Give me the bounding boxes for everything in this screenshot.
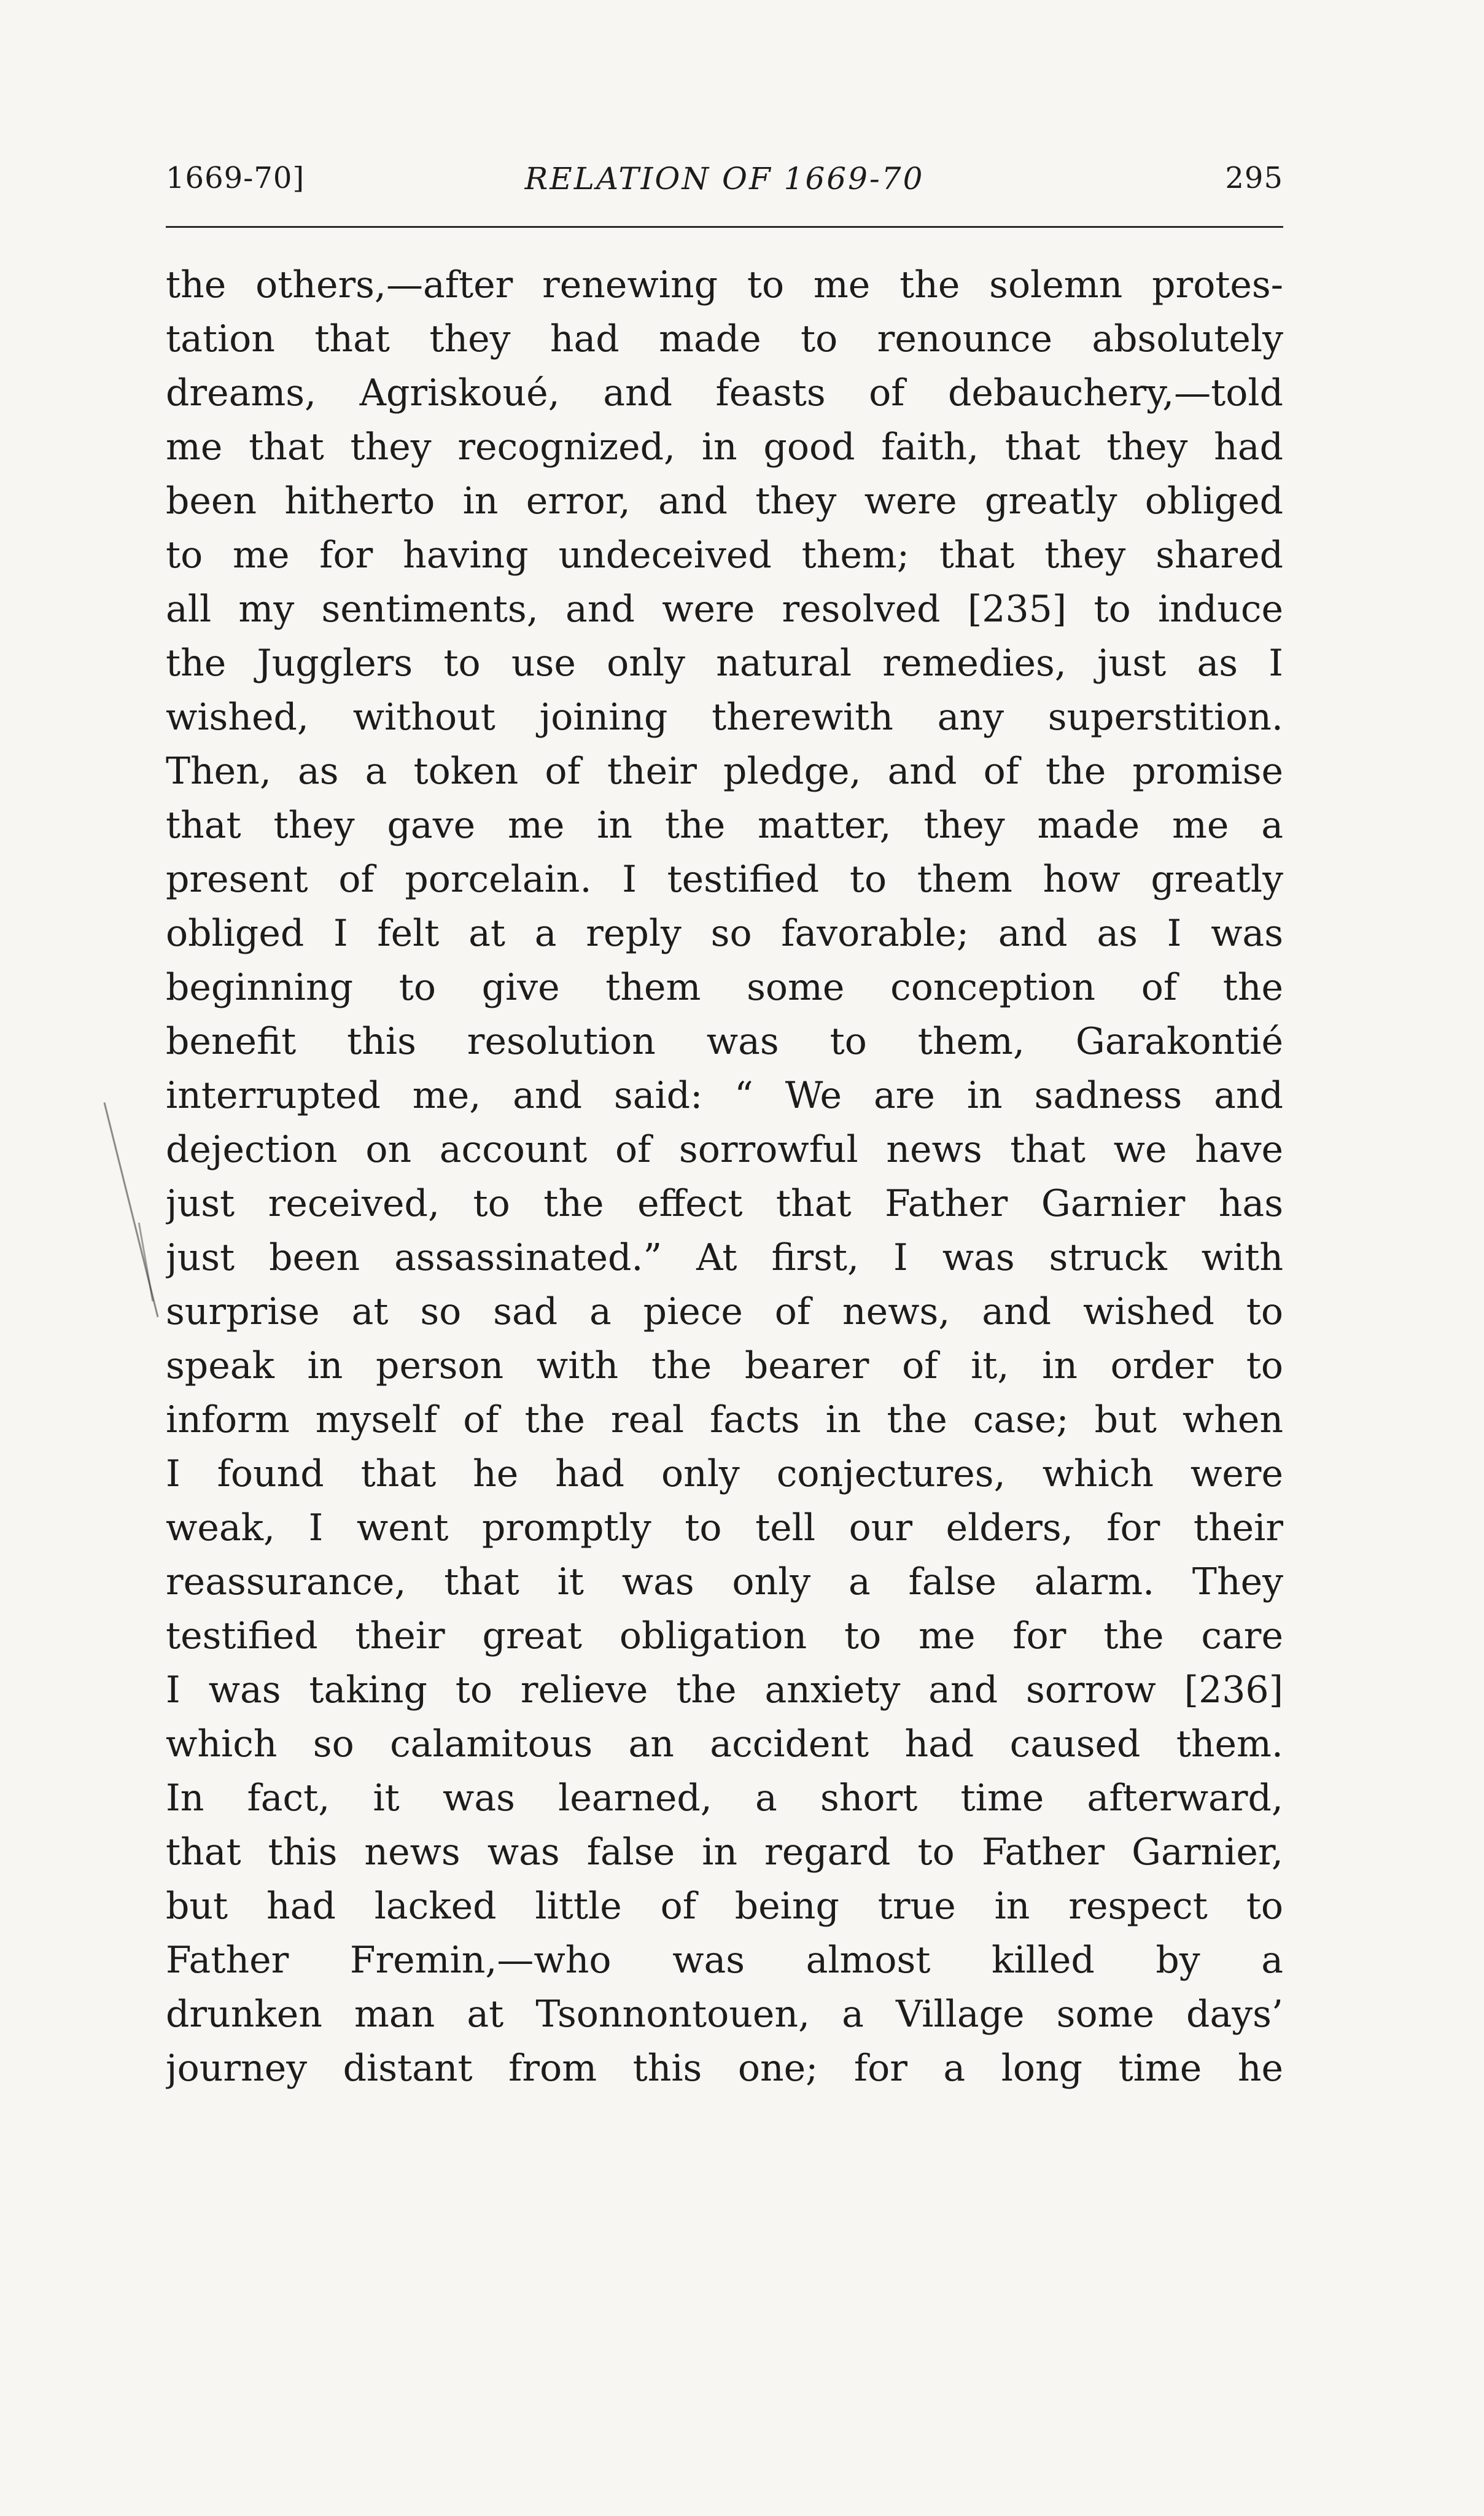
text-line: drunken man at Tsonnontouen, a Village some days’	[166, 1993, 1283, 2036]
text-line: all my sentiments, and were resolved [235] to induce	[166, 588, 1283, 631]
text-line: In fact, it was learned, a short time afterward,	[166, 1777, 1283, 1820]
body-text	[166, 258, 1283, 2095]
text-line: that this news was false in regard to Father Garnier,	[166, 1831, 1283, 1874]
text-line: inform myself of the real facts in the case; but when	[166, 1398, 1283, 1441]
text-line: present of porcelain. I testified to them how greatly	[166, 858, 1283, 901]
text-line: benefit this resolution was to them, Garakontié	[166, 1020, 1283, 1063]
text-line: speak in person with the bearer of it, in order to	[166, 1344, 1283, 1387]
text-line: me that they recognized, in good faith, that they had	[166, 426, 1283, 469]
text-line: dreams, Agriskoué, and feasts of debauchery,—told	[166, 372, 1283, 415]
text-line: just been assassinated.” At first, I was struck with	[166, 1236, 1283, 1279]
text-line: that they gave me in the matter, they made me a	[166, 804, 1283, 847]
text-line: but had lacked little of being true in respect to	[166, 1885, 1283, 1928]
text-line: Then, as a token of their pledge, and of the promise	[166, 750, 1283, 793]
text-line: I was taking to relieve the anxiety and sorrow [236]	[166, 1669, 1283, 1712]
text-line: journey distant from this one; for a long time he	[166, 2047, 1283, 2090]
margin-pencil-mark	[138, 1223, 154, 1302]
page-number: 295	[1225, 161, 1283, 195]
text-line: obliged I felt at a reply so favorable; and as I was	[166, 912, 1283, 955]
text-line: which so calamitous an accident had caused them.	[166, 1723, 1283, 1766]
running-head	[166, 161, 1283, 210]
text-line: interrupted me, and said: “ We are in sadness and	[166, 1074, 1283, 1117]
text-line: the others,—after renewing to me the solemn protes-	[166, 263, 1283, 306]
text-line: dejection on account of sorrowful news that we have	[166, 1128, 1283, 1171]
header-rule	[166, 226, 1283, 228]
text-line: weak, I went promptly to tell our elders, for their	[166, 1506, 1283, 1549]
text-line: the Jugglers to use only natural remedies, just as I	[166, 642, 1283, 685]
text-line: testified their great obligation to me for the care	[166, 1614, 1283, 1657]
text-line: I found that he had only conjectures, which were	[166, 1452, 1283, 1495]
text-line: tation that they had made to renounce absolutely	[166, 317, 1283, 360]
text-line: beginning to give them some conception of the	[166, 966, 1283, 1009]
running-head-date-range: 1669-70]	[166, 161, 305, 195]
text-line: to me for having undeceived them; that they shared	[166, 534, 1283, 577]
running-head-title: RELATION OF 1669-70	[524, 161, 925, 197]
text-line: just received, to the effect that Father Garnier has	[166, 1182, 1283, 1225]
text-line: reassurance, that it was only a false alarm. They	[166, 1560, 1283, 1603]
text-line: surprise at so sad a piece of news, and wished to	[166, 1290, 1283, 1333]
text-line: Father Fremin,—who was almost killed by a	[166, 1939, 1283, 1982]
text-line: wished, without joining therewith any superstition.	[166, 696, 1283, 739]
text-line: been hitherto in error, and they were greatly obliged	[166, 480, 1283, 523]
